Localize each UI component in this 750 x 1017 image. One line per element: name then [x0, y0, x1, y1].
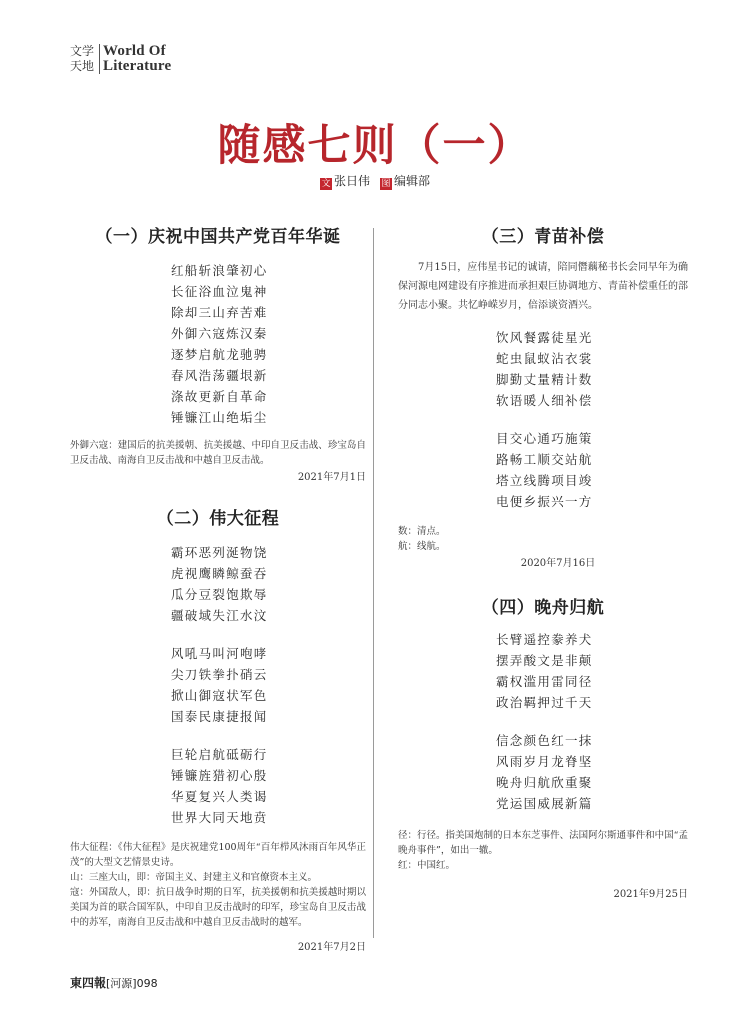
section-label-cn	[70, 44, 98, 74]
page-number: 098	[136, 977, 158, 990]
section-label	[70, 44, 171, 74]
poem-line: 霸权滥用雷同径	[496, 674, 593, 689]
poem-note: 外御六寇：建国后的抗美援朝、抗美援越、中印自卫反击战、珍宝岛自卫反击战、南海自卫反击战和中越自卫反击战。	[70, 440, 366, 466]
poem-line: 政治羁押过千天	[496, 695, 593, 710]
page-footer	[70, 974, 158, 991]
poem-line: 锤镰江山绝垢尘	[171, 410, 268, 425]
image-credit: 编辑部	[394, 174, 431, 188]
right-column	[398, 220, 688, 902]
section-cn-line-1: 文学	[70, 44, 95, 58]
poem-line: 电便乡振兴一方	[496, 494, 593, 509]
poem-2	[70, 504, 366, 955]
left-column	[70, 220, 366, 955]
poem-line: 蛇虫鼠蚁沾衣裳	[496, 351, 593, 366]
poem-line: 逐梦启航龙驰骋	[171, 347, 268, 362]
newspaper-logo: 東四報	[70, 976, 107, 990]
poem-lines	[70, 260, 366, 428]
poem-line: 塔立线腾项目竣	[496, 473, 593, 488]
poem-line: 涤故更新自革命	[171, 389, 268, 404]
poem-line: 软语暖人细补偿	[496, 393, 593, 408]
poem-line: 脚勤丈量精计数	[496, 372, 593, 387]
poem-line: 信念颜色红一抹	[496, 733, 593, 748]
poem-note: 航：线航。	[398, 541, 446, 552]
poem-line: 目交心通巧施策	[496, 431, 593, 446]
poem-line: 霸环恶列涎物饶	[171, 545, 268, 560]
section-label-divider	[99, 44, 100, 74]
article-title: 随感七则（一）	[217, 121, 533, 171]
poem-line: 长征浴血泣鬼神	[171, 284, 268, 299]
section-en-line-2: Literature	[103, 58, 172, 74]
poem-note: 伟大征程：《伟大征程》是庆祝建党100周年“百年栉风沐雨百年风华正茂”的大型文艺情景史诗。	[70, 842, 366, 868]
poem-line: 风吼马叫河咆哮	[171, 646, 268, 661]
section-label-en	[103, 44, 171, 74]
poem-intro: 7月15日，应伟星书记的诚请，陪同僭藕秘书长会同早年为确保河源电网建设有序推进而承担艰巨协调地方、青苗补偿重任的部分同志小聚。共忆峥嵘岁月，倍添谈资酒兴。	[398, 262, 688, 311]
section-en-line-1: World Of	[103, 43, 166, 59]
author-tag: 文	[321, 179, 331, 189]
poem-note: 红：中国红。	[398, 860, 456, 871]
poem-note: 山：三座大山，即：帝国主义、封建主义和官僚资本主义。	[70, 872, 318, 883]
poem-line: 华夏复兴人类谒	[171, 789, 268, 804]
author-name: 张日伟	[333, 174, 370, 188]
poem-title: （三）青苗补偿	[481, 227, 605, 247]
poem-title: （四）晚舟归航	[481, 598, 605, 618]
poem-date: 2021年7月2日	[297, 942, 366, 953]
section-cn-line-2: 天地	[70, 59, 95, 73]
poem-line: 饮风餐露徒星光	[496, 330, 593, 345]
poem-note: 数：清点。	[398, 526, 446, 537]
poem-line: 摆弄酸文是非颠	[496, 653, 593, 668]
poem-line: 除却三山弃苦难	[171, 305, 268, 320]
image-tag: 图	[381, 179, 391, 189]
poem-title: （一）庆祝中国共产党百年华诞	[95, 227, 341, 247]
poem-line: 锤镰旌猎初心殷	[171, 768, 268, 783]
poem-line: 巨轮启航砥砺行	[171, 747, 268, 762]
byline	[0, 172, 750, 190]
poem-line: 国泰民康捷报闻	[171, 709, 268, 724]
poem-line: 党运国威展新篇	[496, 796, 593, 811]
poem-lines	[398, 629, 688, 814]
poem-4	[398, 593, 688, 902]
footer-bracket: [河源]	[106, 977, 137, 990]
poem-line: 世界大同天地贲	[171, 810, 268, 825]
poem-line: 掀山御寇状军色	[171, 688, 268, 703]
poem-date: 2020年7月16日	[520, 558, 596, 569]
poem-note: 寇：外国敌人，即：抗日战争时期的日军，抗美援朝和抗美援越时期以美国为首的联合国军队，中印自卫反击战时的印军，珍宝岛自卫反击战中的苏军，南海自卫反击战和中越自卫反击战时的越军。	[70, 887, 366, 928]
poem-1	[70, 222, 366, 485]
poem-title: （二）伟大征程	[156, 509, 280, 529]
poem-line: 红船斩浪肇初心	[171, 263, 268, 278]
poem-date: 2021年9月25日	[613, 889, 688, 900]
poem-line: 春风浩荡疆垠新	[171, 368, 268, 383]
poem-line: 路畅工顺交站航	[496, 452, 593, 467]
poem-line: 疆破域失江水汶	[171, 608, 268, 623]
poem-line: 晚舟归航欣重聚	[496, 775, 593, 790]
poem-line: 虎视鹰瞵鲸蚕吞	[171, 566, 268, 581]
poem-date: 2021年7月1日	[297, 472, 366, 483]
poem-line: 外御六寇炼汉秦	[171, 326, 268, 341]
poem-line: 尖刀铁拳扑硝云	[171, 667, 268, 682]
poem-3	[398, 222, 688, 571]
poem-lines	[70, 542, 366, 828]
poem-line: 风雨岁月龙脊坚	[496, 754, 593, 769]
poem-lines	[398, 327, 688, 512]
poem-note: 径：行径。指美国炮制的日本东芝事件、法国阿尔斯通事件和中国“孟晚舟事件”，如出一辙。	[398, 830, 688, 856]
poem-line: 瓜分豆裂饱欺辱	[171, 587, 268, 602]
poem-line: 长臂遥控豢养犬	[496, 632, 593, 647]
column-divider	[373, 228, 374, 938]
